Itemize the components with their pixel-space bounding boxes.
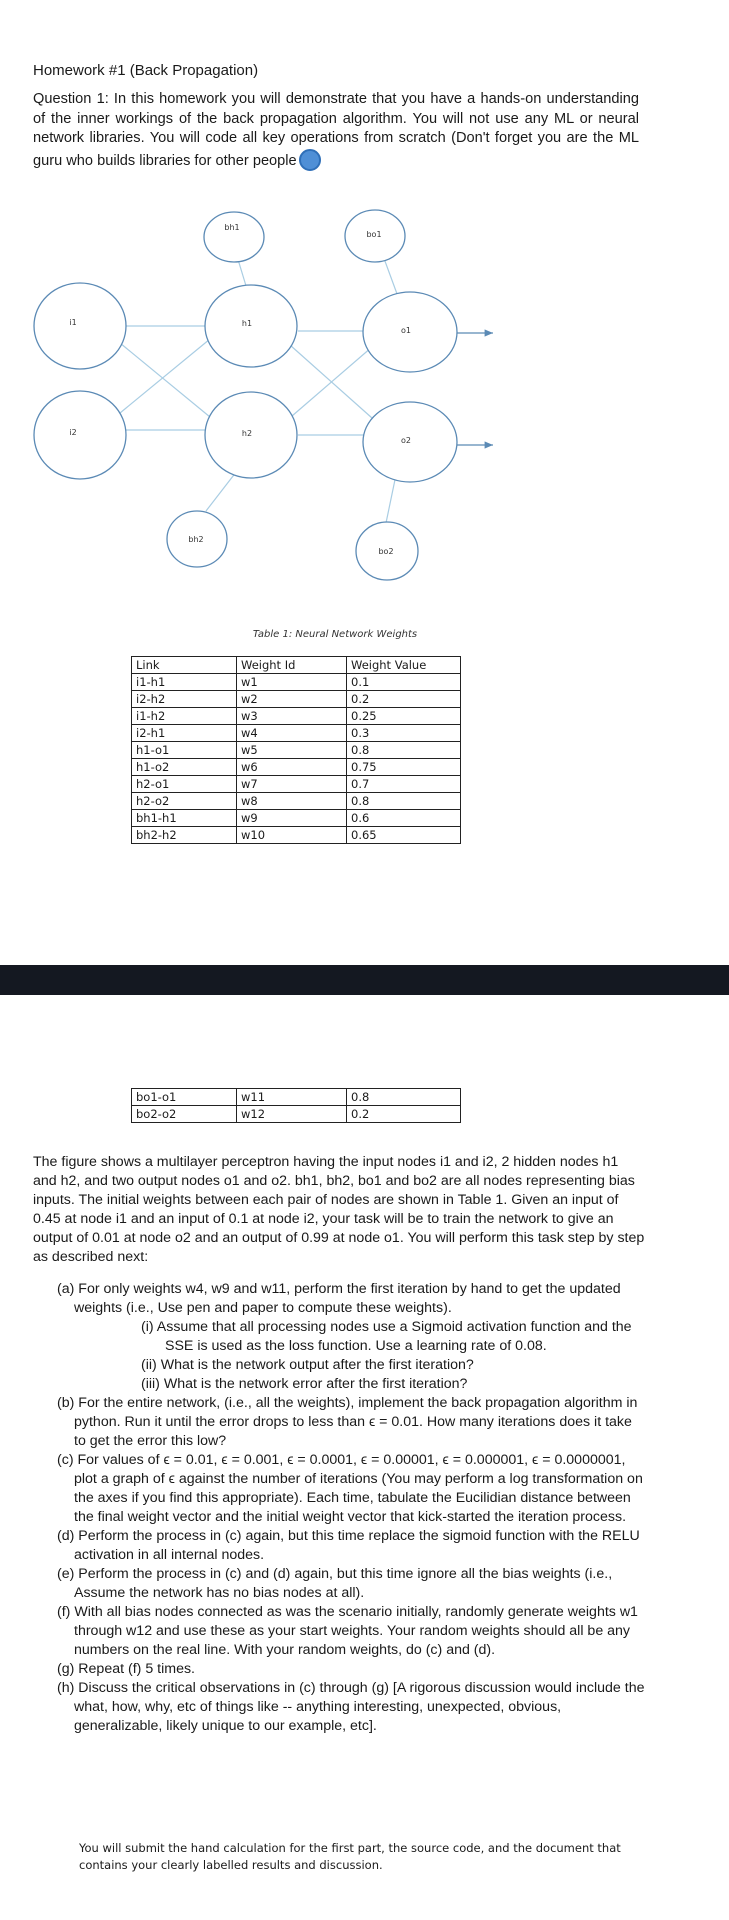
table-cell: 0.3 bbox=[347, 725, 461, 742]
item-marker: (b) bbox=[57, 1395, 75, 1411]
edge-i1-h2 bbox=[120, 343, 210, 417]
table-cell: bo1-o1 bbox=[132, 1089, 237, 1106]
table-row bbox=[132, 674, 461, 691]
subitem-marker: (iii) bbox=[141, 1376, 160, 1392]
table-cell: 0.6 bbox=[347, 810, 461, 827]
list-item bbox=[33, 1280, 645, 1394]
label-bh1: bh1 bbox=[224, 223, 240, 232]
label-bo1: bo1 bbox=[366, 230, 382, 239]
list-item bbox=[33, 1679, 645, 1736]
table-cell: w7 bbox=[237, 776, 347, 793]
table-cell: w3 bbox=[237, 708, 347, 725]
item-marker: (a) bbox=[57, 1281, 75, 1297]
table-cell: h1-o2 bbox=[132, 759, 237, 776]
weights-table bbox=[131, 656, 461, 844]
list-item bbox=[33, 1527, 645, 1565]
table-cell: 0.8 bbox=[347, 793, 461, 810]
item-text: With all bias nodes connected as was the scenario initially, randomly generate weights w1 through w12 and use these as your start weights. Your random weights should all be any numbers on the real line. With your random weights, do (c) and (d). bbox=[74, 1604, 638, 1658]
question-intro bbox=[33, 90, 639, 171]
list-item bbox=[33, 1394, 645, 1451]
table-caption: Table 1: Neural Network Weights bbox=[252, 629, 418, 640]
table-row bbox=[132, 725, 461, 742]
item-text: For the entire network, (i.e., all the weights), implement the back propagation algorithm in python. Run it until the error drops to less than ϵ = 0.01. How many iterations does it take to get the error this low? bbox=[74, 1395, 638, 1449]
item-text: Repeat (f) 5 times. bbox=[78, 1661, 195, 1677]
description-paragraph: The figure shows a multilayer perceptron having the input nodes i1 and i2, 2 hidden nodes h1 and h2, and two output nodes o1 and o2. bh1, bh2, bo1 and bo2 are all nodes representing bias inputs. The initial weights between each pair of nodes are shown in Table 1. Given an input of 0.45 at node i1 and an input of 0.1 at node i2, your task will be to train the network to give an output of 0.01 at node o2 and an output of 0.99 at node o1. You will perform this task step by step as described next: bbox=[33, 1154, 645, 1265]
table-cell: 0.2 bbox=[347, 691, 461, 708]
edges bbox=[120, 243, 400, 523]
table-cell: w8 bbox=[237, 793, 347, 810]
smiley-face-icon bbox=[299, 149, 321, 171]
table-cell: bh2-h2 bbox=[132, 827, 237, 844]
output-arrows bbox=[457, 333, 493, 445]
table-cell: bh1-h1 bbox=[132, 810, 237, 827]
table-cell: w4 bbox=[237, 725, 347, 742]
item-text: For only weights w4, w9 and w11, perform the first iteration by hand to get the updated weights (i.e., Use pen and paper to compute these weights). bbox=[74, 1281, 621, 1316]
header-weight-value: Weight Value bbox=[347, 657, 461, 674]
sub-list-item bbox=[74, 1375, 645, 1394]
sub-list-item bbox=[74, 1318, 645, 1356]
table-cell: 0.25 bbox=[347, 708, 461, 725]
subitem-text: What is the network output after the first iteration? bbox=[160, 1357, 474, 1373]
task-list bbox=[33, 1280, 645, 1736]
node-bh1 bbox=[204, 212, 264, 262]
table-row bbox=[132, 1106, 461, 1123]
table-cell: 0.8 bbox=[347, 742, 461, 759]
table-cell: 0.8 bbox=[347, 1089, 461, 1106]
table-cell: bo2-o2 bbox=[132, 1106, 237, 1123]
list-item bbox=[33, 1660, 645, 1679]
table-cell: w12 bbox=[237, 1106, 347, 1123]
label-h2: h2 bbox=[241, 429, 253, 438]
list-item bbox=[33, 1451, 645, 1527]
label-i1: i1 bbox=[69, 318, 77, 327]
item-text: For values of ϵ = 0.01, ϵ = 0.001, ϵ = 0.0001, ϵ = 0.00001, ϵ = 0.000001, ϵ = 0.0000001, plot a graph of ϵ against the number of iterations (You may perform a log transformation on the axes if you find this appropriate). Each time, tabulate the Eucilidian distance between the final weight vector and the initial weight vector that kick-started the iteration process. bbox=[74, 1452, 643, 1525]
table-cell: w6 bbox=[237, 759, 347, 776]
table-row bbox=[132, 708, 461, 725]
table-cell: w9 bbox=[237, 810, 347, 827]
table-row bbox=[132, 810, 461, 827]
table-cell: 0.1 bbox=[347, 674, 461, 691]
sub-list-item bbox=[74, 1356, 645, 1375]
node-labels bbox=[69, 223, 411, 556]
item-text: Perform the process in (c) again, but this time replace the sigmoid function with the RELU activation in all internal nodes. bbox=[74, 1528, 640, 1563]
page-break-band bbox=[0, 965, 729, 995]
item-text: Perform the process in (c) and (d) again, but this time ignore all the bias weights (i.e., Assume the network has no bias nodes at all). bbox=[74, 1566, 613, 1601]
label-i2: i2 bbox=[69, 428, 77, 437]
submission-note: You will submit the hand calculation for the first part, the source code, and the document that contains your clearly labelled results and discussion. bbox=[79, 1841, 621, 1872]
network-diagram bbox=[0, 195, 729, 615]
subitem-text: What is the network error after the first iteration? bbox=[163, 1376, 468, 1392]
table-cell: w11 bbox=[237, 1089, 347, 1106]
table-cell: w5 bbox=[237, 742, 347, 759]
header-weight-id: Weight Id bbox=[237, 657, 347, 674]
table-cell: 0.2 bbox=[347, 1106, 461, 1123]
table-row bbox=[132, 691, 461, 708]
table-cell: h1-o1 bbox=[132, 742, 237, 759]
label-o1: o1 bbox=[401, 326, 411, 335]
table-row bbox=[132, 759, 461, 776]
table-cell: h2-o1 bbox=[132, 776, 237, 793]
node-i2 bbox=[34, 391, 126, 479]
table-row bbox=[132, 776, 461, 793]
list-item bbox=[33, 1565, 645, 1603]
table-header-row bbox=[132, 657, 461, 674]
node-i1 bbox=[34, 283, 126, 369]
label-h1: h1 bbox=[241, 319, 253, 328]
weights-table-continued bbox=[131, 1088, 461, 1123]
item-marker: (d) bbox=[57, 1528, 75, 1544]
table-cell: i1-h2 bbox=[132, 708, 237, 725]
subitem-text: Assume that all processing nodes use a Sigmoid activation function and the SSE is used as the loss function. Use a learning rate of 0.08. bbox=[156, 1319, 632, 1354]
table-row bbox=[132, 1089, 461, 1106]
item-marker: (c) bbox=[57, 1452, 74, 1468]
table-row bbox=[132, 793, 461, 810]
table-row bbox=[132, 742, 461, 759]
table-cell: w2 bbox=[237, 691, 347, 708]
table-cell: 0.75 bbox=[347, 759, 461, 776]
table-cell: 0.65 bbox=[347, 827, 461, 844]
table-cell: w10 bbox=[237, 827, 347, 844]
item-marker: (f) bbox=[57, 1604, 71, 1620]
table-cell: i1-h1 bbox=[132, 674, 237, 691]
table-row bbox=[132, 827, 461, 844]
nodes bbox=[34, 210, 457, 580]
label-bh2: bh2 bbox=[188, 535, 204, 544]
question-text: Question 1: In this homework you will demonstrate that you have a hands-on understanding of the inner workings of the back propagation algorithm. You will not use any ML or neural network libraries. You will code all key operations from scratch (Don't forget you are the ML guru who builds libraries for other people bbox=[33, 91, 639, 169]
item-marker: (e) bbox=[57, 1566, 75, 1582]
table-cell: i2-h2 bbox=[132, 691, 237, 708]
edge-i2-h1 bbox=[120, 339, 210, 413]
subitem-marker: (ii) bbox=[141, 1357, 157, 1373]
item-marker: (h) bbox=[57, 1680, 75, 1696]
sub-list bbox=[74, 1318, 645, 1394]
label-o2: o2 bbox=[401, 436, 411, 445]
label-bo2: bo2 bbox=[378, 547, 394, 556]
list-item bbox=[33, 1603, 645, 1660]
table-cell: 0.7 bbox=[347, 776, 461, 793]
item-marker: (g) bbox=[57, 1661, 75, 1677]
header-link: Link bbox=[132, 657, 237, 674]
subitem-marker: (i) bbox=[141, 1319, 154, 1335]
table-cell: i2-h1 bbox=[132, 725, 237, 742]
table-cell: h2-o2 bbox=[132, 793, 237, 810]
table-cell: w1 bbox=[237, 674, 347, 691]
item-text: Discuss the critical observations in (c) through (g) [A rigorous discussion would include the what, how, why, etc of things like -- anything interesting, unexpected, obvious, generalizable, likely unique to our example, etc]. bbox=[74, 1680, 645, 1734]
page-title: Homework #1 (Back Propagation) bbox=[33, 62, 259, 79]
